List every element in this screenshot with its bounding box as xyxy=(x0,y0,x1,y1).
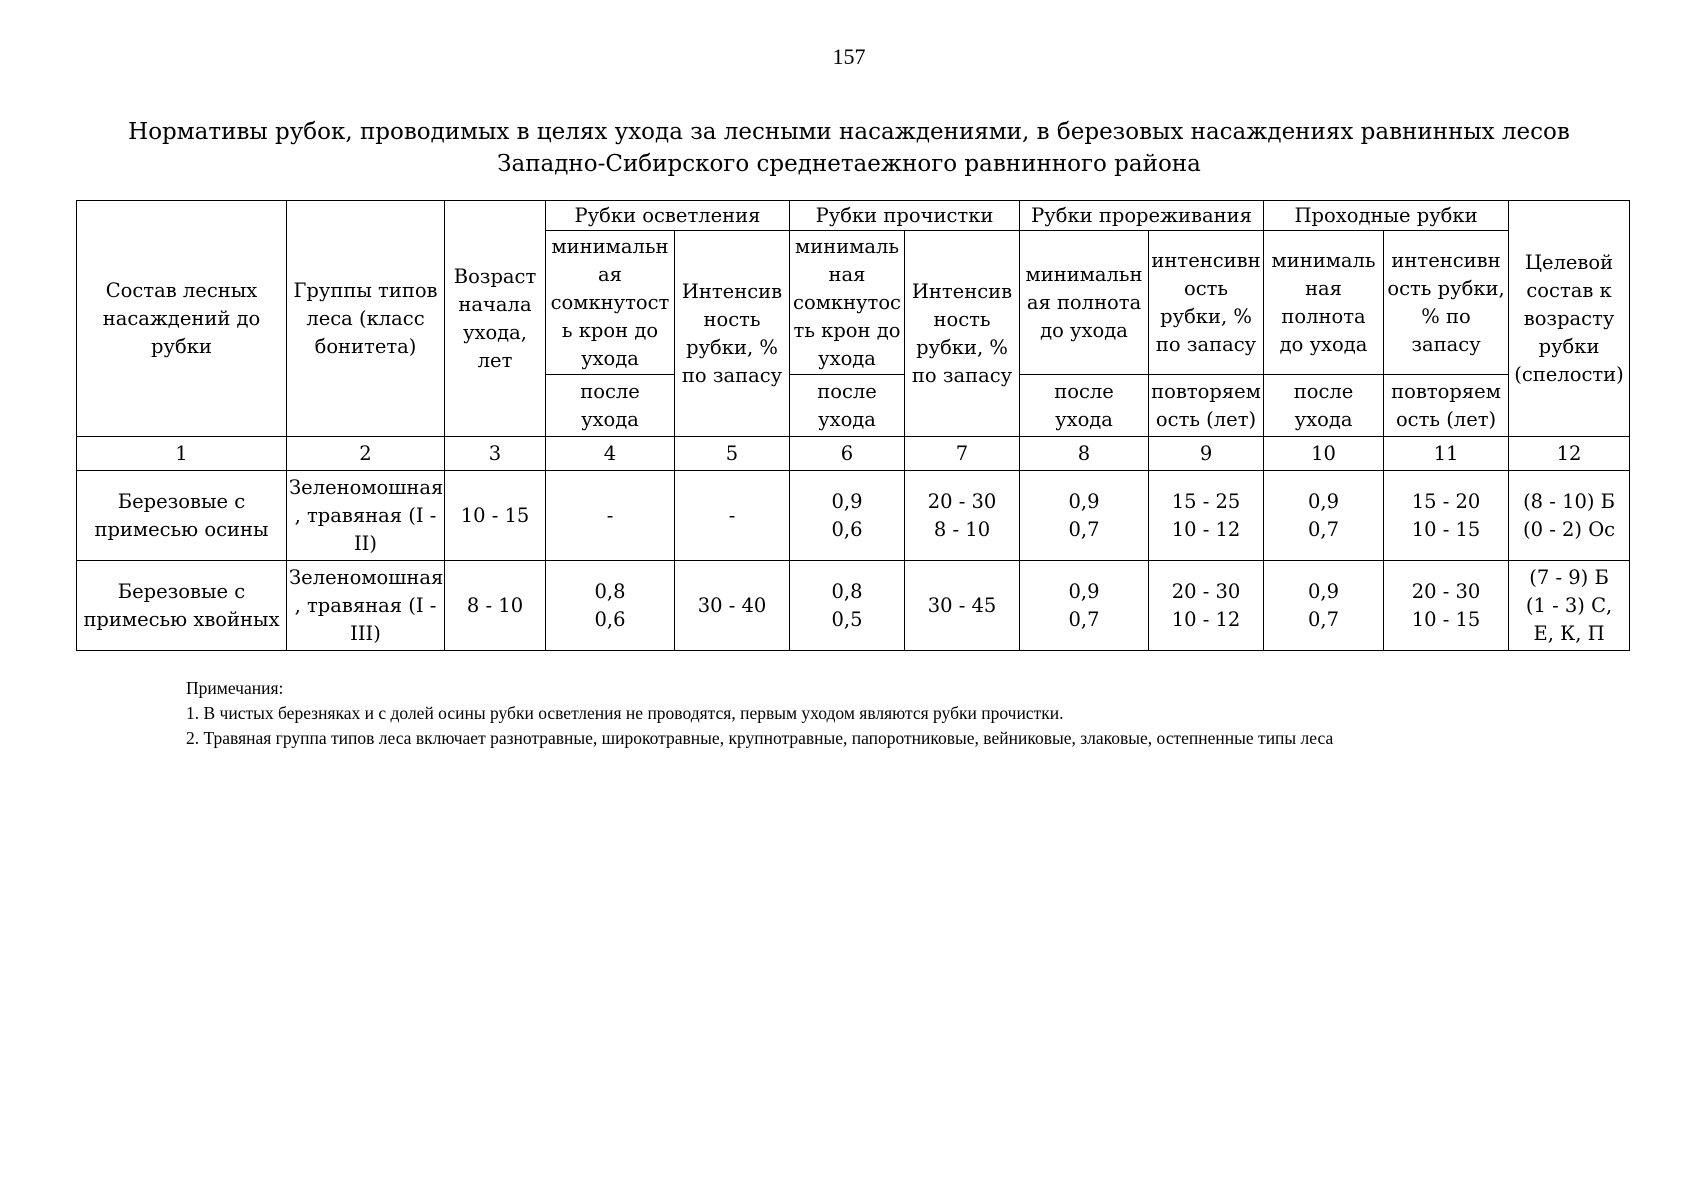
header-col4-top xyxy=(546,231,675,375)
title-line-2: Западно-Сибирского среднетаежного равнинного района xyxy=(497,151,1201,177)
cell-line: рубки, % xyxy=(686,335,778,359)
cell-line: начала xyxy=(458,292,532,316)
cell-line: минимальн xyxy=(551,234,669,258)
header-row-groups xyxy=(77,201,1630,231)
header-col11-top xyxy=(1384,231,1509,375)
cell-line: ухода, xyxy=(462,320,528,344)
cell-line: леса (класс xyxy=(306,306,425,330)
cell-line: 0,8 xyxy=(594,579,626,603)
cell-line: минимальн xyxy=(1025,262,1143,286)
cell-line: 20 - 30 xyxy=(1411,579,1481,603)
header-col4-bottom xyxy=(546,375,675,437)
cell-line: (8 - 10) Б xyxy=(1523,489,1616,513)
header-col7 xyxy=(905,231,1020,437)
cell-line: интенсивн xyxy=(1391,248,1501,272)
cell-line: ухода xyxy=(818,407,876,431)
cell-c4 xyxy=(546,561,675,651)
cell-line: (0 - 2) Ос xyxy=(1522,517,1616,541)
column-number: 12 xyxy=(1509,437,1630,471)
cell-line: Возраст xyxy=(453,264,537,288)
cell-start-age: 8 - 10 xyxy=(445,561,546,651)
column-number: 3 xyxy=(445,437,546,471)
cell-c4 xyxy=(546,471,675,561)
cell-line: II) xyxy=(353,531,377,555)
cell-line: повторяем xyxy=(1151,379,1261,403)
cell-line: Зеленомошная xyxy=(289,475,444,499)
cell-line: после xyxy=(817,379,877,403)
cell-line: 0,7 xyxy=(1068,607,1100,631)
cell-line: Березовые с xyxy=(117,489,246,513)
cell-c8 xyxy=(1020,561,1149,651)
cell-c12 xyxy=(1509,561,1630,651)
header-col8-bottom xyxy=(1020,375,1149,437)
cell-line: рубки, % xyxy=(916,335,1008,359)
header-group-prorezhivanie: Рубки прореживания xyxy=(1020,201,1264,231)
cell-c9 xyxy=(1149,561,1264,651)
header-col11-bottom xyxy=(1384,375,1509,437)
cell-composition xyxy=(77,471,287,561)
cell-line: ная xyxy=(1305,276,1342,300)
cell-line: ухода xyxy=(818,346,876,370)
cell-c10 xyxy=(1264,471,1384,561)
cell-c6 xyxy=(790,471,905,561)
header-col9-top xyxy=(1149,231,1264,375)
header-col10-bottom xyxy=(1264,375,1384,437)
cell-line: 0,7 xyxy=(1068,517,1100,541)
document-title xyxy=(0,116,1698,180)
header-forest-type xyxy=(287,201,445,437)
cell-c5 xyxy=(675,471,790,561)
cell-line: лет xyxy=(477,348,513,372)
cell-line: (7 - 9) Б xyxy=(1529,565,1609,589)
title-line-1: Нормативы рубок, проводимых в целях ухода за лесными насаждениями, в березовых насаждениях равнинных лесов xyxy=(128,119,1570,145)
cell-forest-type xyxy=(287,471,445,561)
header-col10-top xyxy=(1264,231,1384,375)
header-start-age xyxy=(445,201,546,437)
note-item-1: 1. В чистых березняках и с долей осины рубки осветления не проводятся, первым уходом являются рубки прочистки. xyxy=(186,703,1064,723)
cell-line: насаждений до xyxy=(102,306,261,330)
header-target-composition xyxy=(1509,201,1630,437)
column-number: 5 xyxy=(675,437,790,471)
cell-line: 8 - 10 xyxy=(933,517,991,541)
column-number: 8 xyxy=(1020,437,1149,471)
cell-line: рубки xyxy=(151,334,212,358)
header-col8-top xyxy=(1020,231,1149,375)
header-group-prohodnye: Проходные рубки xyxy=(1264,201,1509,231)
cell-c7 xyxy=(905,471,1020,561)
notes xyxy=(186,676,1626,751)
cell-line: III) xyxy=(350,621,381,645)
cell-line: Состав лесных xyxy=(105,278,258,302)
cell-line: состав к xyxy=(1526,278,1612,302)
cell-line: 10 - 15 xyxy=(1411,517,1481,541)
header-col9-bottom xyxy=(1149,375,1264,437)
cell-line: ухода xyxy=(1294,407,1353,431)
cell-line: 0,5 xyxy=(831,607,863,631)
cell-line: 15 - 20 xyxy=(1411,489,1481,513)
column-number-row xyxy=(77,437,1630,471)
cell-line: рубки xyxy=(1538,334,1600,358)
cell-line: ность xyxy=(933,307,991,331)
cell-line: рубки, % xyxy=(1160,304,1252,328)
cell-line: (1 - 3) С, xyxy=(1525,593,1613,617)
cell-line: ть крон до xyxy=(793,318,901,342)
cell-line: % по xyxy=(1421,304,1471,328)
cell-line: Зеленомошная xyxy=(289,565,444,589)
cell-line: по запасу xyxy=(1155,332,1257,356)
column-number: 10 xyxy=(1264,437,1384,471)
cell-line: ая полнота xyxy=(1026,290,1142,314)
cell-line: 20 - 30 xyxy=(927,489,997,513)
cell-line: ость рубки, xyxy=(1387,276,1505,300)
cell-line: ухода xyxy=(1055,407,1113,431)
cell-line: ность xyxy=(703,307,761,331)
note-item-2: 2. Травяная группа типов леса включает разнотравные, широкотравные, крупнотравные, папоротниковые, вейниковые, злаковые, остепненные типы леса xyxy=(186,728,1334,748)
cell-c10 xyxy=(1264,561,1384,651)
cell-c6 xyxy=(790,561,905,651)
cell-c12 xyxy=(1509,471,1630,561)
column-number: 2 xyxy=(287,437,445,471)
cell-line: до ухода xyxy=(1040,318,1128,342)
cell-c9 xyxy=(1149,471,1264,561)
cell-line: после xyxy=(580,379,640,403)
cell-line: 0,6 xyxy=(831,517,863,541)
page-number: 157 xyxy=(832,44,866,69)
cell-composition xyxy=(77,561,287,651)
cell-line: интенсивн xyxy=(1151,248,1261,272)
cell-line: по запасу xyxy=(681,363,783,387)
cell-line: ухода xyxy=(581,346,639,370)
table-row xyxy=(77,471,1630,561)
cell-c7 xyxy=(905,561,1020,651)
cell-line: - xyxy=(728,503,736,527)
cell-line: ная xyxy=(828,262,866,286)
column-number: 6 xyxy=(790,437,905,471)
cell-line: Группы типов xyxy=(293,278,438,302)
cell-line: примесью осины xyxy=(94,517,269,541)
cell-line: бонитета) xyxy=(314,334,417,358)
cell-line: ухода xyxy=(581,407,639,431)
table-row xyxy=(77,561,1630,651)
cell-line: запасу xyxy=(1411,332,1481,356)
norms-table xyxy=(76,200,1630,651)
cell-line: 0,9 xyxy=(1068,579,1100,603)
cell-line: 0,7 xyxy=(1308,607,1340,631)
cell-c11 xyxy=(1384,471,1509,561)
cell-line: 0,9 xyxy=(1308,489,1340,513)
cell-line: 30 - 40 xyxy=(697,593,767,617)
cell-line: 0,9 xyxy=(1308,579,1340,603)
cell-line: после xyxy=(1054,379,1114,403)
cell-line: 0,9 xyxy=(1068,489,1100,513)
cell-line: 0,8 xyxy=(831,579,863,603)
cell-line: после xyxy=(1293,379,1354,403)
cell-line: , травяная (I - xyxy=(294,503,437,527)
cell-line: 10 - 12 xyxy=(1171,607,1241,631)
notes-heading: Примечания: xyxy=(186,678,284,698)
cell-line: - xyxy=(606,503,614,527)
cell-c11 xyxy=(1384,561,1509,651)
cell-line: ая xyxy=(598,262,622,286)
cell-start-age: 10 - 15 xyxy=(445,471,546,561)
cell-line: 0,6 xyxy=(594,607,626,631)
cell-line: Е, К, П xyxy=(1533,621,1605,645)
cell-line: Интенсив xyxy=(681,279,783,303)
cell-forest-type xyxy=(287,561,445,651)
cell-line: ость (лет) xyxy=(1155,407,1257,431)
cell-line: полнота xyxy=(1281,304,1366,328)
header-composition xyxy=(77,201,287,437)
cell-line: ость (лет) xyxy=(1395,407,1497,431)
cell-line: 10 - 12 xyxy=(1171,517,1241,541)
cell-line: 0,9 xyxy=(831,489,863,513)
cell-line: 10 - 15 xyxy=(1411,607,1481,631)
cell-line: примесью хвойных xyxy=(83,607,280,631)
column-number: 7 xyxy=(905,437,1020,471)
cell-line: возрасту xyxy=(1523,306,1615,330)
cell-line: (спелости) xyxy=(1514,362,1624,386)
cell-c8 xyxy=(1020,471,1149,561)
cell-line: сомкнутост xyxy=(550,290,670,314)
cell-line: Интенсив xyxy=(911,279,1013,303)
cell-line: ость xyxy=(1183,276,1229,300)
column-number: 4 xyxy=(546,437,675,471)
cell-line: до ухода xyxy=(1279,332,1368,356)
cell-line: Березовые с xyxy=(117,579,246,603)
cell-line: минималь xyxy=(795,234,899,258)
cell-line: ь крон до xyxy=(561,318,659,342)
cell-c5 xyxy=(675,561,790,651)
cell-line: 20 - 30 xyxy=(1171,579,1241,603)
cell-line: 0,7 xyxy=(1308,517,1340,541)
cell-line: , травяная (I - xyxy=(294,593,437,617)
header-col6-bottom xyxy=(790,375,905,437)
column-number: 1 xyxy=(77,437,287,471)
cell-line: 30 - 45 xyxy=(927,593,997,617)
header-group-osvetlenie: Рубки осветления xyxy=(546,201,790,231)
cell-line: 15 - 25 xyxy=(1171,489,1241,513)
column-number: 9 xyxy=(1149,437,1264,471)
header-group-prochistka: Рубки прочистки xyxy=(790,201,1020,231)
header-col6-top xyxy=(790,231,905,375)
header-col5 xyxy=(675,231,790,437)
cell-line: по запасу xyxy=(911,363,1013,387)
column-number: 11 xyxy=(1384,437,1509,471)
cell-line: сомкнутос xyxy=(793,290,901,314)
cell-line: минималь xyxy=(1271,248,1376,272)
cell-line: Целевой xyxy=(1524,250,1614,274)
cell-line: повторяем xyxy=(1391,379,1501,403)
